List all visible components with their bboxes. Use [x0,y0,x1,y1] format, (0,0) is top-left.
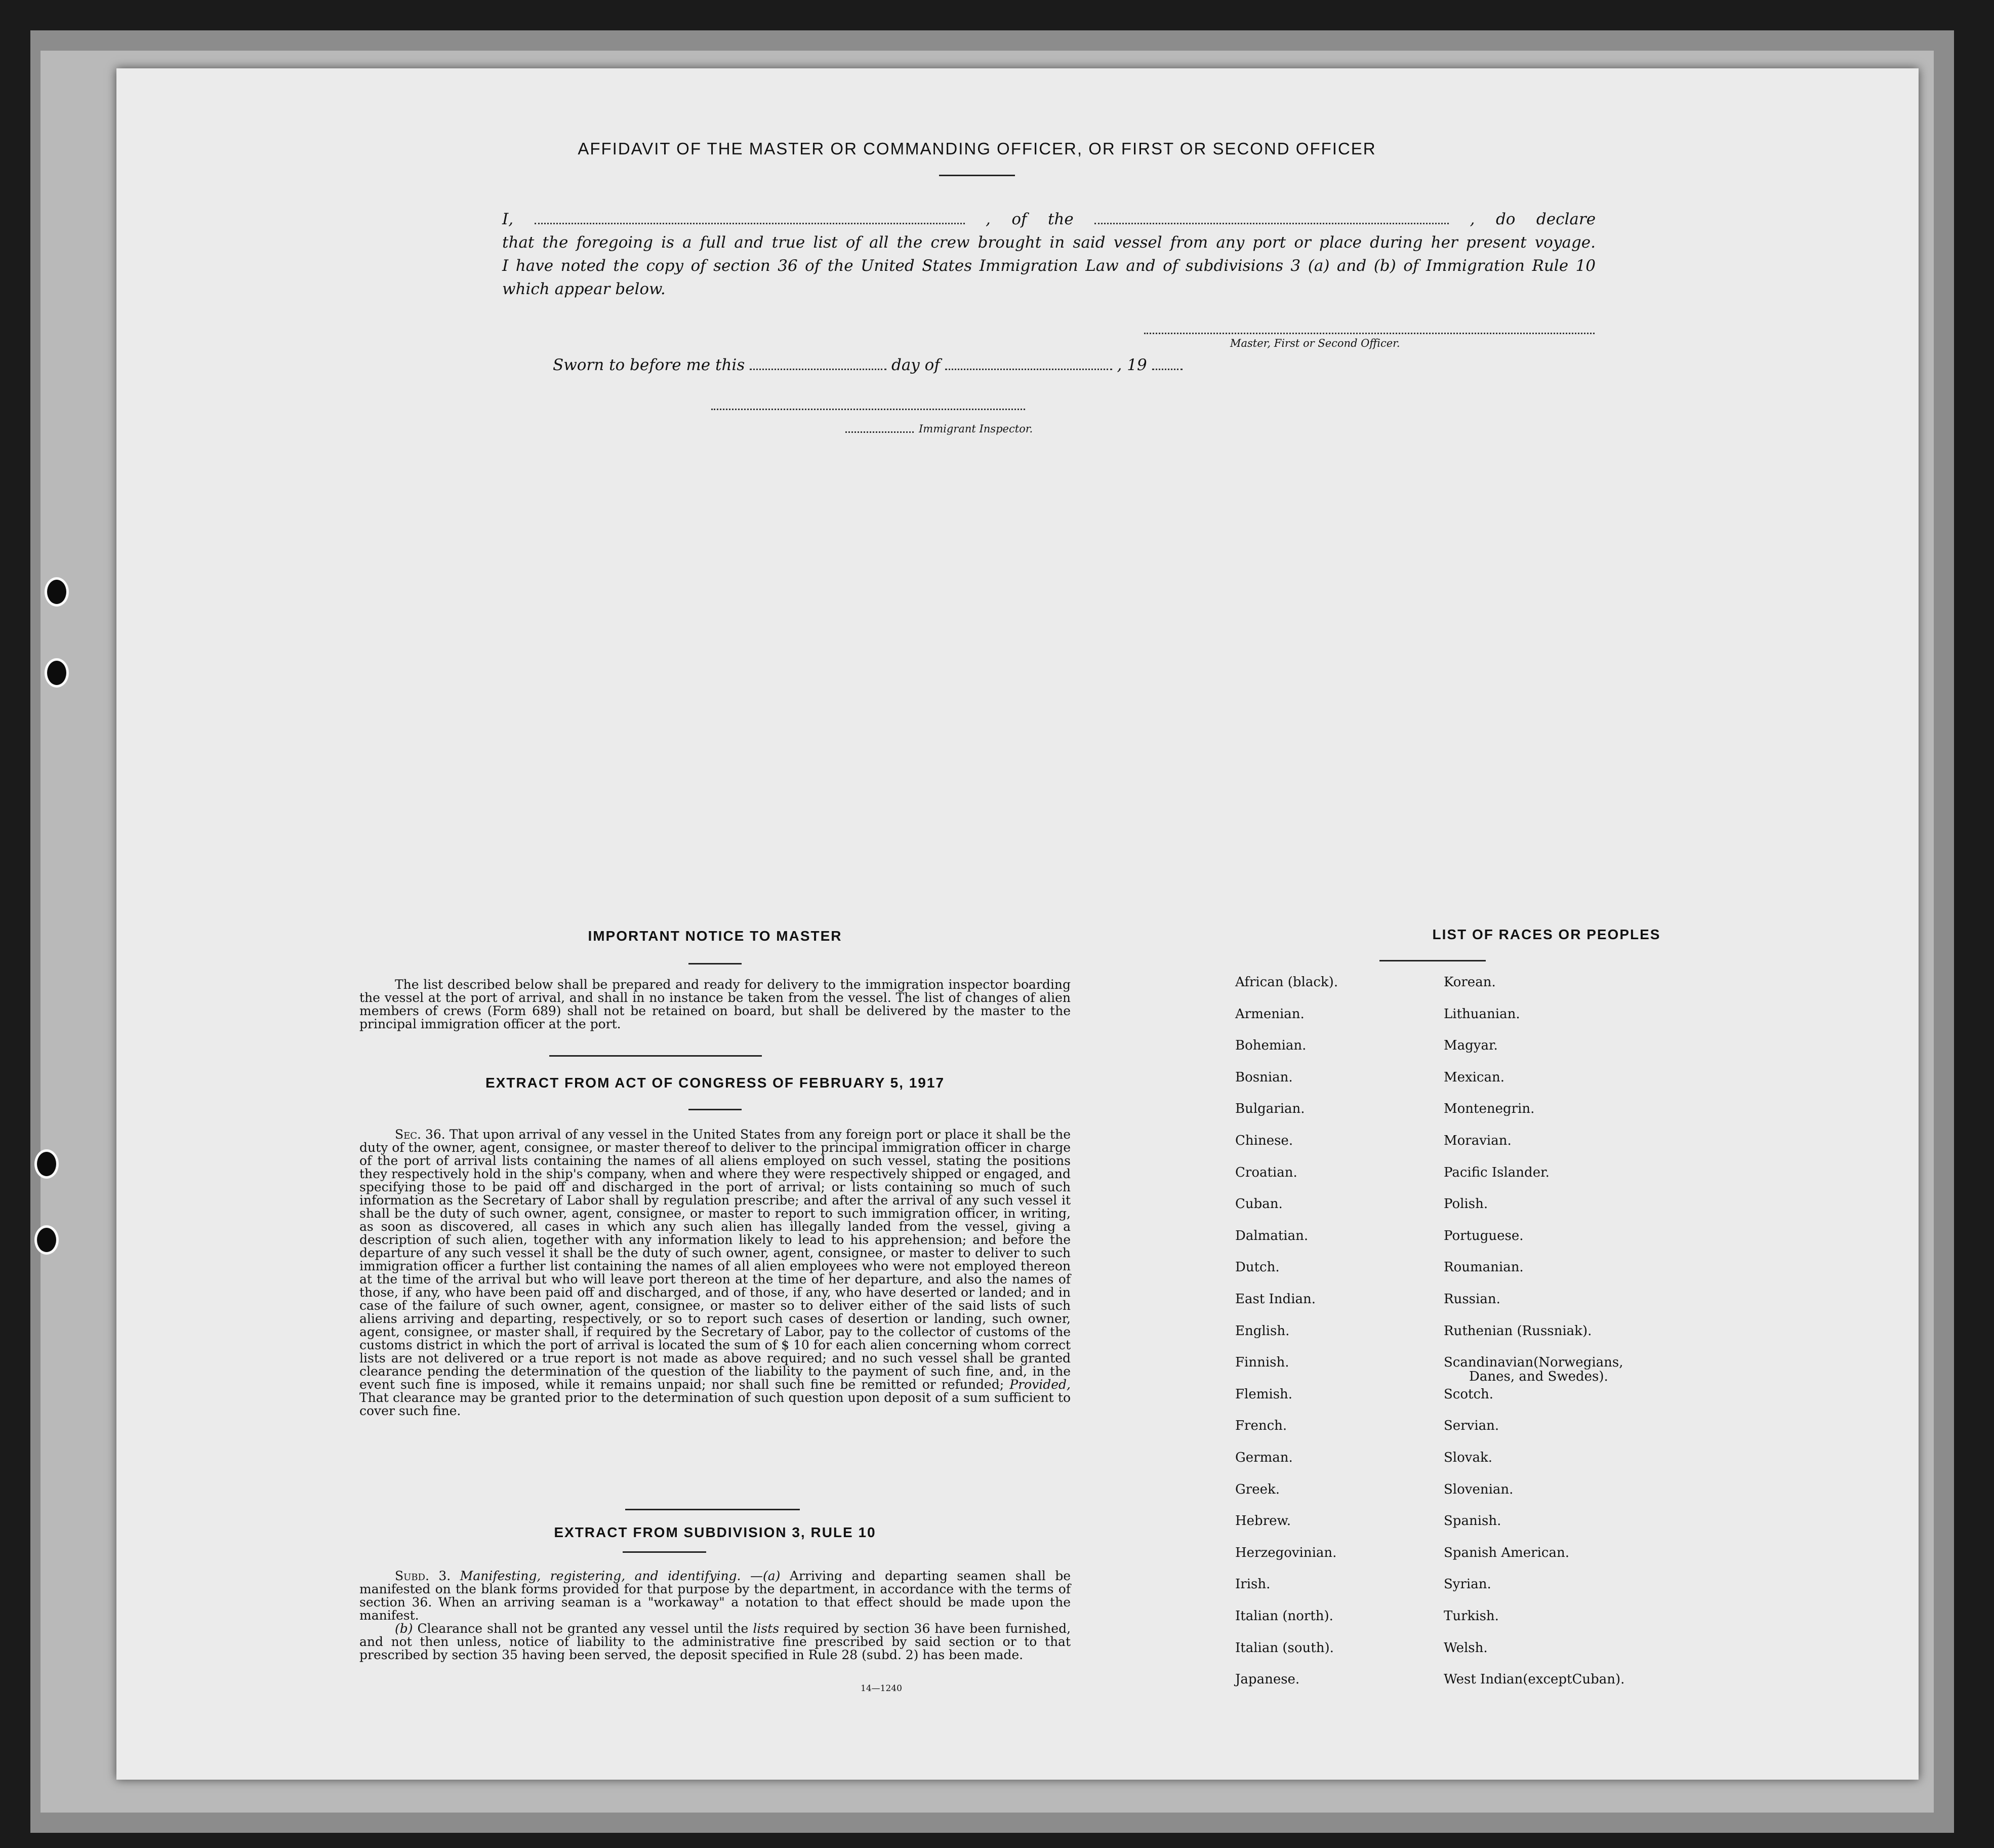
race-item: Slovenian. [1444,1481,1514,1497]
race-item: Portuguese. [1444,1228,1524,1243]
race-item: Lithuanian. [1444,1006,1520,1022]
race-item: West Indian(exceptCuban). [1444,1672,1625,1688]
race-item: Korean. [1444,975,1496,990]
race-item: Scandinavian(Norwegians, [1444,1355,1623,1371]
year-blank[interactable] [1152,369,1183,370]
notice-title: IMPORTANT NOTICE TO MASTER [588,928,842,944]
race-item: Bulgarian. [1235,1101,1305,1117]
form-page [116,68,1919,1780]
sworn-label: Sworn to before me this [553,356,745,374]
race-item: English. [1235,1323,1290,1339]
race-item: Finnish. [1235,1355,1289,1371]
race-item: Mexican. [1444,1069,1505,1085]
form-number: 14—1240 [861,1683,902,1694]
do-declare-label: , do declare [1470,210,1596,228]
race-item: Roumanian. [1444,1260,1524,1275]
subdivision-heading: Manifesting, registering, and identifying. [460,1569,741,1583]
race-item: Chinese. [1235,1133,1293,1148]
race-item: Croatian. [1235,1164,1297,1180]
race-item: Dalmatian. [1235,1228,1309,1243]
section-divider [625,1509,800,1510]
binder-hole [45,577,69,607]
inspector-lead-blank [845,431,914,433]
race-item: Slovak. [1444,1450,1492,1465]
race-item: Bosnian. [1235,1069,1293,1085]
race-item: German. [1235,1450,1293,1465]
race-item: Spanish. [1444,1513,1501,1529]
vessel-blank[interactable] [1094,223,1449,224]
race-item: Ruthenian (Russniak). [1444,1323,1592,1339]
race-item: Turkish. [1444,1609,1499,1624]
race-item-continuation: Danes, and Swedes). [1469,1369,1608,1385]
notice-underline [688,963,742,965]
part-a-label: —(a) [750,1569,781,1583]
rule-extract-body [359,1570,1071,1662]
race-item: Spanish American. [1444,1545,1570,1560]
race-item: Polish. [1444,1196,1488,1212]
section-divider [549,1055,762,1057]
race-item: Syrian. [1444,1577,1491,1592]
act-underline [688,1109,742,1110]
affidavit-line-4: which appear below. [502,280,666,298]
sworn-line [553,353,1183,377]
inspector-signature-blank[interactable] [711,409,1025,410]
race-item: Armenian. [1235,1006,1305,1022]
provided-label: Provided, [1009,1377,1071,1392]
rule-underline [623,1551,706,1553]
part-b-text-2: required by section 36 have been furnished, and not then unless, notice of liability to the administrative fine prescribed by said section or to that prescribed by section 35 having been served, the deposit specified in Rule 28 (subd. 2) has been made. [359,1621,1071,1662]
race-item: Italian (south). [1235,1640,1334,1656]
binder-hole [34,1149,59,1179]
part-b-label: (b) [395,1621,413,1636]
part-a-text: Arriving and departing seamen shall be manifested on the blank forms provided for that purpose by the department, in accordance with the terms of section 36. When an arriving seaman is a "workaway" a notation to that effect should be made upon the manifest. [359,1569,1071,1623]
section-label: Sec. 36. [395,1127,445,1142]
race-item: Scotch. [1444,1386,1494,1402]
race-item: Flemish. [1235,1386,1293,1402]
race-item: Magyar. [1444,1038,1498,1054]
master-signature-blank[interactable] [1144,333,1595,334]
title-underline [939,175,1015,176]
day-of-label: day of [891,356,940,374]
part-b-text-1: Clearance shall not be granted any vessel until the [417,1621,749,1636]
rule-extract-title: EXTRACT FROM SUBDIVISION 3, RULE 10 [554,1524,876,1540]
act-text: That upon arrival of any vessel in the United States from any foreign port or place it shall be the duty of the owner, agent, consignee, or master thereof to deliver to the principal immigration officer in charge of the port of arrival lists containing the names of all aliens employed on such vessel, stating the positions they respectively hold in the ship's company, when and where they were respectively shipped or engaged, and specifying those to be paid off and discharged in the port of arrival; or lists containing so much of such information as the Secretary of Labor shall by regulation prescribe; and after the arrival of any such vessel it shall be the duty of such owner, agent, consignee, or master to report to such immigration officer, in writing, as soon as discovered, all cases in which any such alien has illegally landed from the vessel, giving a description of such alien, together with any information likely to lead to his apprehension; and before the departure of any such vessel it shall be the duty of such owner, agent, consignee, or master to deliver to such immigration officer a further list containing the names of all alien employees who were not employed thereon at the time of the arrival but who will leave port thereon at the time of her departure, and also the names of those, if any, who have been paid off and discharged, and of those, if any, who have deserted or landed; and in case of the failure of such owner, agent, consignee, or master so to deliver either of the said lists of such aliens arriving and departing, respectively, or so to report such cases of desertion or landing, such owner, agent, consignee, or master shall, if required by the Secretary of Labor, pay to the collector of customs of the customs district in which the port of arrival is located the sum of $ 10 for each alien concerning whom correct lists are not delivered or a true report is not made as above required; and no such vessel shall be granted clearance pending the determination of the question of the liability to the payment of such fine, and, in the event such fine is imposed, while it remains unpaid; nor shall such fine be remitted or refunded; [359,1127,1071,1392]
race-item: Irish. [1235,1577,1271,1592]
binder-hole [34,1225,59,1255]
race-item: Italian (north). [1235,1609,1333,1624]
race-item: Welsh. [1444,1640,1488,1656]
race-item: Japanese. [1235,1672,1300,1688]
year-prefix: , 19 [1117,356,1147,374]
notice-body [359,978,1071,1031]
master-caption: Master, First or Second Officer. [1230,337,1400,349]
race-item: Montenegrin. [1444,1101,1535,1117]
part-b-lists: lists [753,1621,780,1636]
race-item: Greek. [1235,1481,1280,1497]
act-extract-title: EXTRACT FROM ACT OF CONGRESS OF FEBRUARY 5, 1917 [485,1075,945,1091]
month-blank[interactable] [945,369,1112,370]
race-item: African (black). [1235,975,1338,990]
race-item: East Indian. [1235,1292,1316,1307]
act-extract-body [359,1128,1071,1418]
binder-hole [45,658,69,688]
race-item: Moravian. [1444,1133,1512,1148]
races-title: LIST OF RACES OR PEOPLES [1432,927,1661,942]
day-blank[interactable] [750,369,886,370]
of-the-label: , of the [986,210,1074,228]
affidavit-line-1 [502,208,1596,231]
name-blank[interactable] [535,223,965,224]
race-item: Pacific Islander. [1444,1164,1550,1180]
act-text-end: That clearance may be granted prior to the determination of such question upon deposit of a sum sufficient to cover such fine. [359,1390,1071,1418]
race-item: Cuban. [1235,1196,1283,1212]
notice-text: The list described below shall be prepared and ready for delivery to the immigration inspector boarding the vessel at the port of arrival, and shall in no instance be taken from the vessel. The list of changes of alien members of crews (Form 689) shall not be retained on board, but shall be delivered by the master to the principal immigration officer at the port. [359,977,1071,1031]
races-underline [1379,960,1486,961]
race-item: Herzegovinian. [1235,1545,1337,1560]
affidavit-line-3: I have noted the copy of section 36 of the United States Immigration Law and of subdivisions 3 (a) and (b) of Immigration Rule 10 [502,257,1596,275]
race-item: French. [1235,1418,1287,1434]
inspector-caption: Immigrant Inspector. [919,423,1033,435]
race-item: Russian. [1444,1292,1500,1307]
race-item: Bohemian. [1235,1038,1307,1054]
subdivision-label: Subd. 3. [395,1569,451,1583]
i-prefix: I, [502,210,514,228]
race-item: Servian. [1444,1418,1499,1434]
race-item: Hebrew. [1235,1513,1291,1529]
affidavit-title: AFFIDAVIT OF THE MASTER OR COMMANDING OFFICER, OR FIRST OR SECOND OFFICER [578,139,1376,158]
race-item: Dutch. [1235,1260,1280,1275]
affidavit-line-2: that the foregoing is a full and true list of all the crew brought in said vessel from any port or place during her present voyage. [502,233,1596,252]
